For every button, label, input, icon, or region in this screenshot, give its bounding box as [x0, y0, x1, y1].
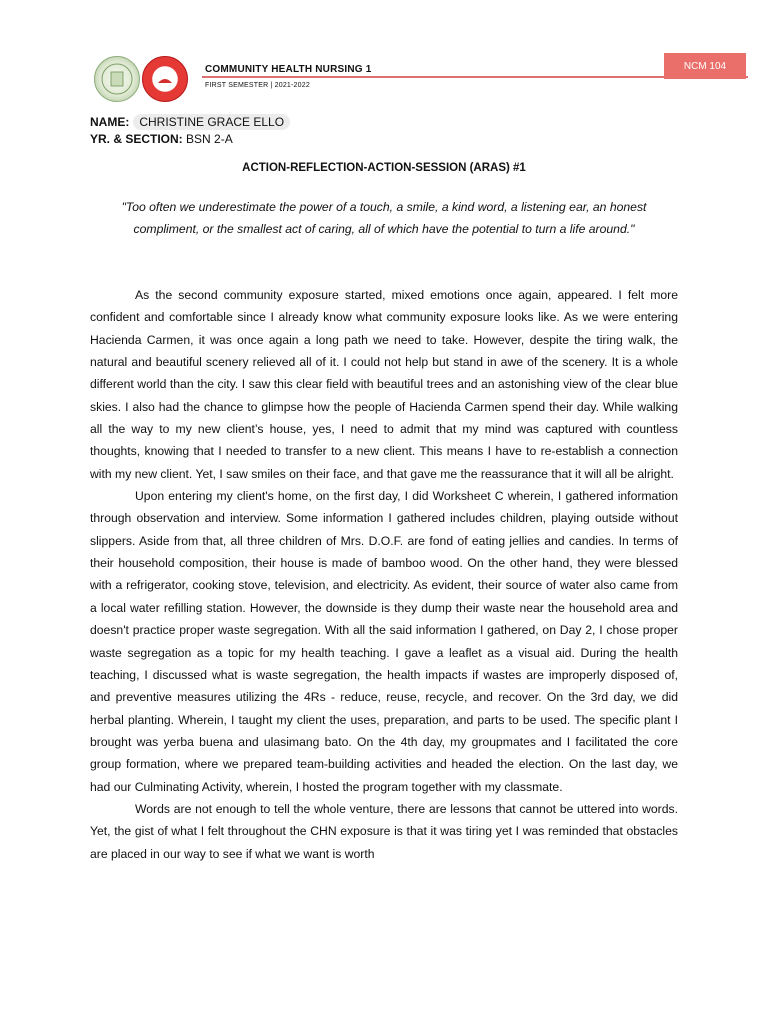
section-label: YR. & SECTION:	[90, 132, 183, 146]
paragraph: Words are not enough to tell the whole venture, there are lessons that cannot be uttered into words. Yet, the gist of what I felt throughout the CHN exposure is that it was tiring yet I was reminded that obstacles are placed in our way to see if what we want is worth	[90, 801, 678, 861]
student-section: BSN 2-A	[186, 132, 233, 146]
page-header	[94, 52, 748, 102]
course-code-badge: NCM 104	[664, 53, 746, 79]
name-label: NAME:	[90, 115, 130, 129]
student-name: CHRISTINE GRACE ELLO	[133, 114, 290, 130]
student-section-row	[90, 132, 233, 146]
paragraph: As the second community exposure started, mixed emotions once again, appeared. I felt more confident and comfortable since I already know what community exposure looks like. As we were entering Hacienda Carmen, it was once again a long path we need to take. However, despite the tiring walk, the natural and beautiful scenery relieved all of it. I could not help but stand in awe of the scenery. It is a whole different world than the city. I saw this clear field with beautiful trees and an astonishing view of the clear blue skies. I also had the chance to glimpse how the people of Hacienda Carmen spend their day. While walking all the way to my new client’s house, yes, I need to admit that my mind was captured with countless thoughts, knowing that I needed to transfer to a new client. This means I have to re-establish a connection with my new client. Yet, I saw smiles on their face, and that gave me the reassurance that it will all be alright.	[90, 288, 678, 481]
college-seal-logo	[142, 56, 188, 102]
opening-quote: "Too often we underestimate the power of a touch, a smile, a kind word, a listening ear, an honest compliment, or the smallest act of caring, all of which have the potential to turn a life around."	[121, 200, 647, 237]
document-title: ACTION-REFLECTION-ACTION-SESSION (ARAS) #1	[242, 162, 526, 174]
semester-label: FIRST SEMESTER | 2021-2022	[205, 82, 310, 89]
student-name-row	[90, 115, 290, 129]
course-title: COMMUNITY HEALTH NURSING 1	[205, 64, 372, 75]
paragraph: Upon entering my client's home, on the first day, I did Worksheet C wherein, I gathered information through observation and interview. Some information I gathered includes children, playing outside without slippers. Aside from that, all three children of Mrs. D.O.F. are fond of eating jellies and candies. In terms of their household composition, their house is made of bamboo wood. On the other hand, they were blessed with a refrigerator, cooking stove, television, and electricity. As evident, their source of water also came from a local water refilling station. However, the downside is they dump their waste near the household area and doesn't practice proper waste segregation. With all the said information I gathered, on Day 2, I chose proper waste segregation as a topic for my health teaching. I gave a leaflet as a visual aid. During the health teaching, I discussed what is waste segregation, the health impacts if wastes are improperly disposed of, and preventive measures utilizing the 4Rs - reduce, reuse, recycle, and recover. On the 3rd day, we did herbal planting. Wherein, I taught my client the uses, preparation, and parts to be used. The specific plant I brought was yerba buena and ulasimang bato. On the 4th day, my groupmates and I facilitated the core group formation, where we prepared team-building activities and headed the election. On the last day, we had our Culminating Activity, wherein, I hosted the program together with my classmate.	[90, 489, 678, 794]
university-seal-logo	[94, 56, 140, 102]
reflection-body	[90, 284, 678, 865]
